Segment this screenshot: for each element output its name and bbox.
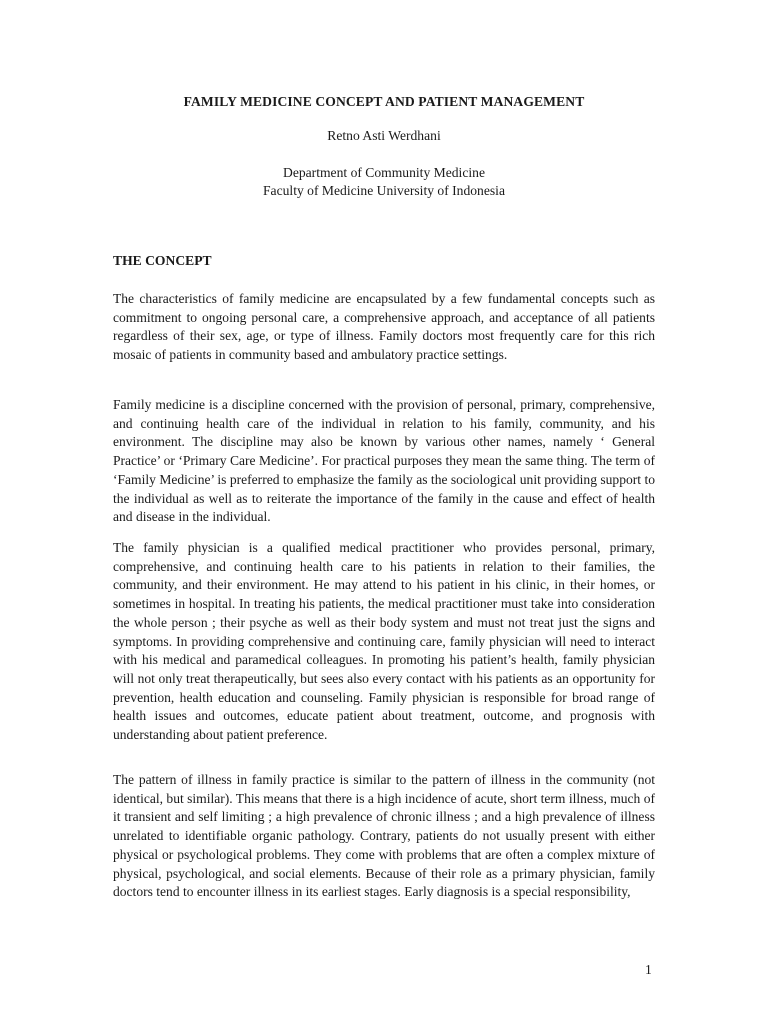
paragraph-4: The pattern of illness in family practice is similar to the pattern of illness in the community (not identical, but similar). This means that there is a high incidence of acute, short term illness, much of it transient and self limiting ; a high prevalence of chronic illness ; and a high prevalence of illness unrelated to identifiable organic pathology. Contrary, patients do not usually present with either physical or psychological problems. They come with problems that are often a complex mixture of physical, psychological, and social elements. Because of their role as a primary physician, family doctors tend to encounter illness in its earliest stages. Early diagnosis is a special responsibility,	[113, 772, 655, 900]
paragraph-3: The family physician is a qualified medical practitioner who provides personal, primary, comprehensive, and continuing health care to his patients in relation to their families, the community, and their environment. He may attend to his patient in his clinic, in their homes, or sometimes in hospital. In treating his patients, the medical practitioner must take into consideration the whole person ; their psyche as well as their body system and must not treat just the signs and symptoms. In providing comprehensive and continuing care, family physician will need to interact with his medical and paramedical colleagues. In promoting his patient’s health, family physician will not only treat therapeutically, but sees also every contact with his patients as an opportunity for prevention, health education and counseling. Family physician is responsible for broad range of health issues and outcomes, educate patient about treatment, outcome, and prognosis with understanding about patient preference.	[113, 540, 655, 743]
section-heading: THE CONCEPT	[113, 253, 212, 268]
page-number: 1	[645, 962, 652, 977]
paragraph-1: The characteristics of family medicine are encapsulated by a few fundamental concepts such as commitment to ongoing personal care, a comprehensive approach, and acceptance of all patients regardless of their sex, age, or type of illness. Family doctors most frequently care for this rich mosaic of patients in community based and ambulatory practice settings.	[113, 291, 655, 363]
faculty-name: Faculty of Medicine University of Indonesia	[263, 183, 505, 198]
author-name: Retno Asti Werdhani	[327, 128, 441, 143]
document-title: FAMILY MEDICINE CONCEPT AND PATIENT MANAGEMENT	[183, 94, 585, 109]
department-name: Department of Community Medicine	[283, 165, 485, 180]
paragraph-2: Family medicine is a discipline concerned with the provision of personal, primary, comprehensive, and continuing health care of the individual in relation to his family, community, and his environment. The discipline may also be known by various other names, namely ‘ General Practice’ or ‘Primary Care Medicine’. For practical purposes they mean the same thing. The term of ‘Family Medicine’ is preferred to emphasize the family as the sociological unit providing support to the individual as well as to reiterate the importance of the family in the cause and effect of health and disease in the individual.	[113, 397, 655, 525]
affiliation-block	[0, 164, 768, 200]
